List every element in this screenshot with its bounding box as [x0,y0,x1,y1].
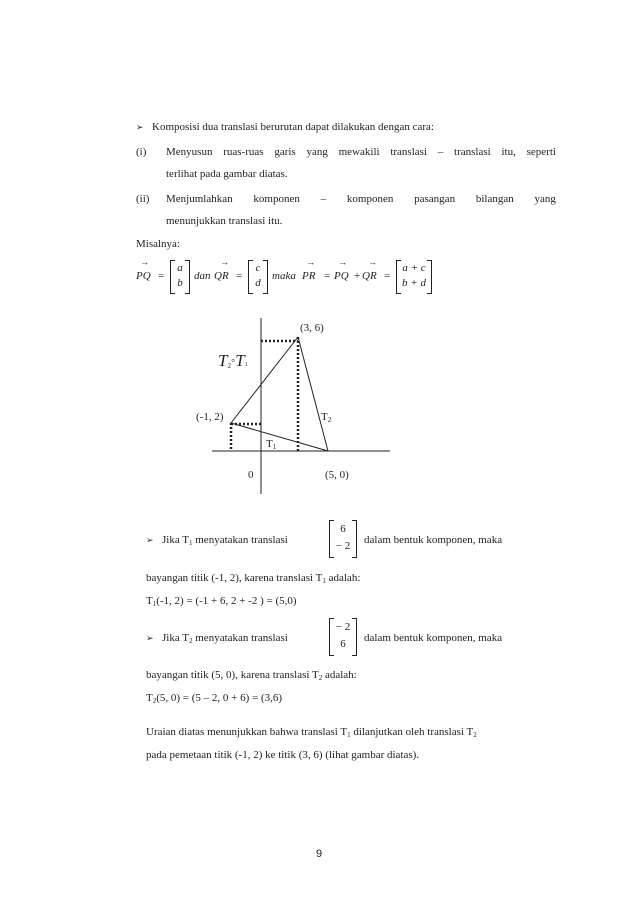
formula-dan: dan [194,270,211,282]
t1-line2: bayangan titik (-1, 2), karena translasi $T_1$ adalah: [146,572,361,585]
item1-word: mewakili [338,146,380,158]
item2-word: yang [534,193,556,205]
t2-sub: 2 [189,637,193,645]
item1-word: garis [274,146,296,158]
t2-line2: bayangan titik (5, 0), karena translasi $T_2$ adalah: [146,669,357,682]
item1-word: itu, [501,146,516,158]
item1-word: Menyusun [166,146,213,158]
t2-bullet-line [146,632,288,645]
t1-matrix [329,520,357,556]
label-t2: T2 [321,411,332,424]
vector-arrow-icon: → [140,257,149,267]
segment-a-to-c [231,423,328,451]
matrix-ab-top: a [177,262,183,274]
item1-word: yang [306,146,328,158]
formula-pr: PR [302,270,316,282]
formula-eq1: = [158,270,165,282]
item1-word: seperti [526,146,556,158]
t2-line3: $T_2(5$, 0) = (5 – 2, 0 + 6) = (3,6) [146,692,283,705]
formula-eq3: = [324,270,331,282]
item1-number: (i) [136,146,147,158]
bullet-arrow-icon: ➢ [146,536,154,546]
label-t1: T1 [266,438,277,451]
t2-matrix-bottom: 6 [340,638,346,650]
misalnya-label: Misalnya: [136,238,180,250]
t1-mid: menyatakan translasi [192,534,288,546]
t2-post: dalam bentuk komponen, maka [364,632,503,644]
vector-arrow-icon: → [306,257,315,267]
matrix-sum-bottom: b + d [402,277,426,289]
formula-plus: + [354,270,361,282]
t2-mid: menyatakan translasi [192,632,288,644]
formula-qr: QR [214,270,229,282]
bullet-arrow-icon: ➢ [136,123,144,133]
segment-b-to-c [298,337,328,451]
t1-matrix-top: 6 [340,523,346,535]
t1-sub: 1 [189,539,193,547]
matrix-sum-top: a + c [402,262,426,274]
item1-line2: terlihat pada gambar diatas. [166,168,288,180]
conclusion-line1: Uraian diatas menunjukkan bahwa translasi $T_1$ dilanjutkan oleh translasi $T_2$ [146,726,477,739]
formula-pq2: PQ [334,270,349,282]
item1-word: translasi [454,146,491,158]
formula-maka: maka [272,270,296,282]
item1-word: – [437,146,444,158]
t1-post: dalam bentuk komponen, maka [364,534,503,546]
item2-line2: menunjukkan translasi itu. [166,215,283,227]
matrix-ab-bottom: b [177,277,183,289]
t1-bullet-line [146,534,288,547]
formula-pq: PQ [136,270,151,282]
label-point-m1-2: (-1, 2) [196,411,224,423]
intro-bullet-text: Komposisi dua translasi berurutan dapat dilakukan dengan cara: [152,121,434,133]
t2-matrix-top: − 2 [335,621,351,633]
item2-word: bilangan [475,193,514,205]
t1-pre: Jika T [162,534,189,546]
formula-eq2: = [236,270,243,282]
item1-word: ruas-ruas [223,146,264,158]
label-point-5-0: (5, 0) [325,469,349,481]
label-point-3-6: (3, 6) [300,322,324,334]
bullet-arrow-icon: ➢ [146,634,154,644]
matrix-cd-top: c [255,262,261,274]
label-origin: 0 [248,469,254,481]
t1-matrix-bottom: − 2 [335,540,351,552]
conclusion-line2: pada pemetaan titik (-1, 2) ke titik (3, 6) (lihat gambar diatas). [146,749,420,761]
t2-pre: Jika T [162,632,189,644]
composition-label: T2◦T1 [218,351,248,370]
page-number: 9 [315,848,323,860]
item2-number: (ii) [136,193,150,205]
item2-word: komponen [346,193,394,205]
vector-arrow-icon: → [338,257,347,267]
vector-arrow-icon: → [220,257,229,267]
formula-qr2: QR [362,270,377,282]
vector-arrow-icon: → [368,257,377,267]
t1-line3: $T_1(-1$, 2) = (-1 + 6, 2 + -2 ) = (5,0) [146,595,297,608]
item2-word: pasangan [414,193,456,205]
item2-word: – [320,193,327,205]
segment-a-to-b [231,337,298,423]
t2-matrix [329,618,357,654]
item2-word: komponen [253,193,300,205]
formula-eq4: = [384,270,391,282]
item1-word: translasi [390,146,427,158]
matrix-cd-bottom: d [255,277,261,289]
item2-word: Menjumlahkan [166,193,233,205]
